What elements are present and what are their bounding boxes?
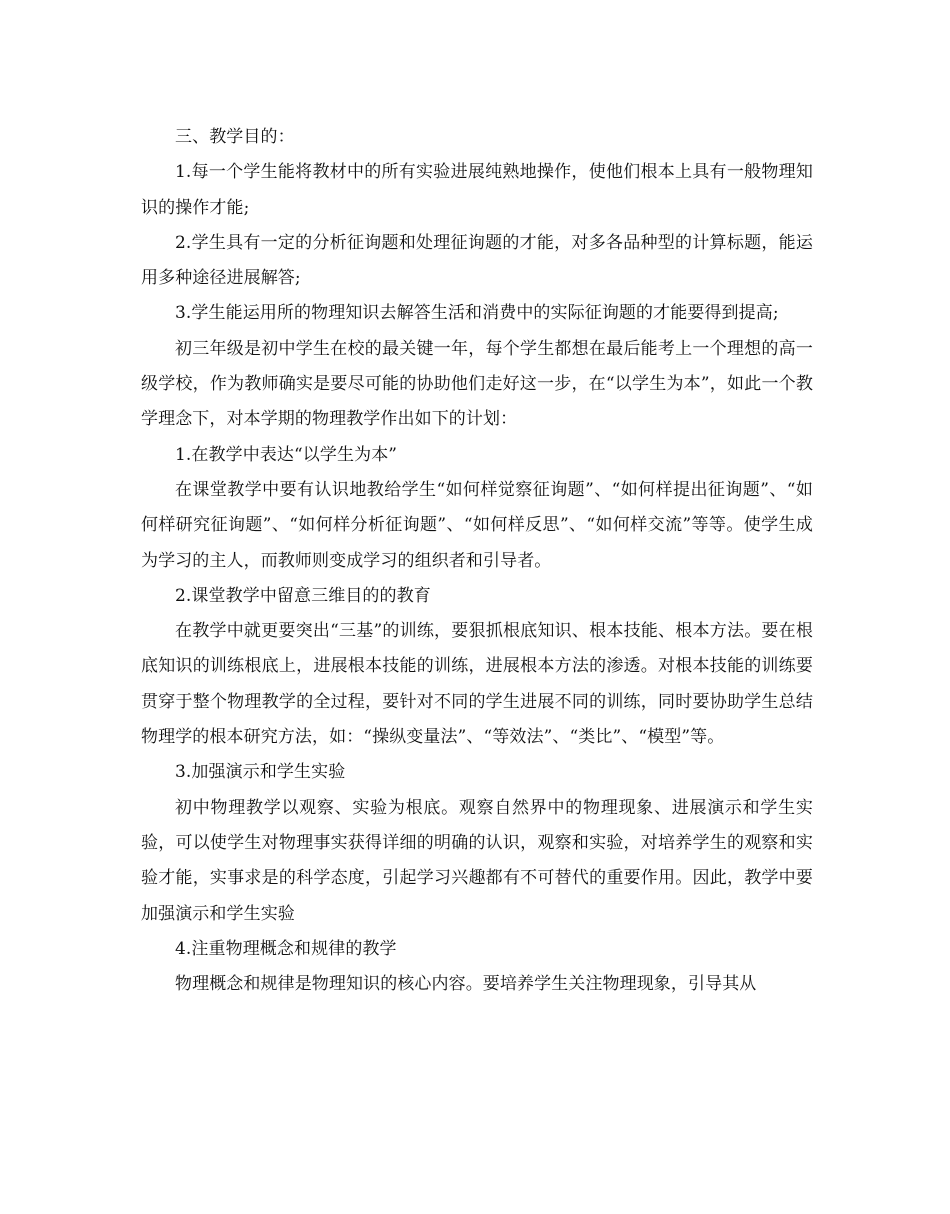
plan-intro-paragraph: 初三年级是初中学生在校的最关键一年，每个学生都想在最后能考上一个理想的高一级学校，作为教师确实是要尽可能的协助他们走好这一步，在“以学生为本”，如此一个教学理念下，对本学期的物理教学作出如下的计划： [141,338,813,430]
section-heading-teaching-goals: 三、教学目的： [175,127,295,147]
plan-item-3-body: 初中物理教学以观察、实验为根底。观察自然界中的物理现象、进展演示和学生实验，可以使学生对物理事实获得详细的明确的认识，观察和实验，对培养学生的观察和实验才能，实事求是的科学态度，引起学习兴趣都有不可替代的重要作用。因此，教学中要加强演示和学生实验 [141,797,813,924]
plan-item-2-heading: 2.课堂教学中留意三维目的的教育 [175,585,431,606]
goal-item-2: 2.学生具有一定的分析征询题和处理征询题的才能，对多各品种型的计算标题，能运用多种途径进展解答; [141,232,813,289]
plan-item-3-heading: 3.加强演示和学生实验 [175,762,346,783]
goal-item-3: 3.学生能运用所的物理知识去解答生活和消费中的实际征询题的才能要得到提高; [175,303,779,324]
goal-item-1: 1.每一个学生能将教材中的所有实验进展纯熟地操作，使他们根本上具有一般物理知识的操作才能; [141,162,813,218]
plan-item-2-body: 在教学中就更要突出“三基”的训练，要狠抓根底知识、根本技能、根本方法。要在根底知识的训练根底上，进展根本技能的训练，进展根本方法的渗透。对根本技能的训练要贯穿于整个物理教学的全过程，要针对不同的学生进展不同的训练，同时要协助学生总结物理学的根本研究方法，如：“操纵变量法”、“等效法”、“类比”、“模型”等。 [141,621,813,748]
plan-item-1-heading: 1.在教学中表达“以学生为本” [175,444,398,465]
document-body [141,120,813,1002]
plan-item-4-heading: 4.注重物理概念和规律的教学 [175,938,397,959]
plan-item-1-body: 在课堂教学中要有认识地教给学生“如何样觉察征询题”、“如何样提出征询题”、“如何样研究征询题”、“如何样分析征询题”、“如何样反思”、“如何样交流”等等。使学生成为学习的主人，而教师则变成学习的组织者和引导者。 [141,479,813,571]
plan-item-4-body: 物理概念和规律是物理知识的核心内容。要培养学生关注物理现象，引导其从 [175,974,757,995]
